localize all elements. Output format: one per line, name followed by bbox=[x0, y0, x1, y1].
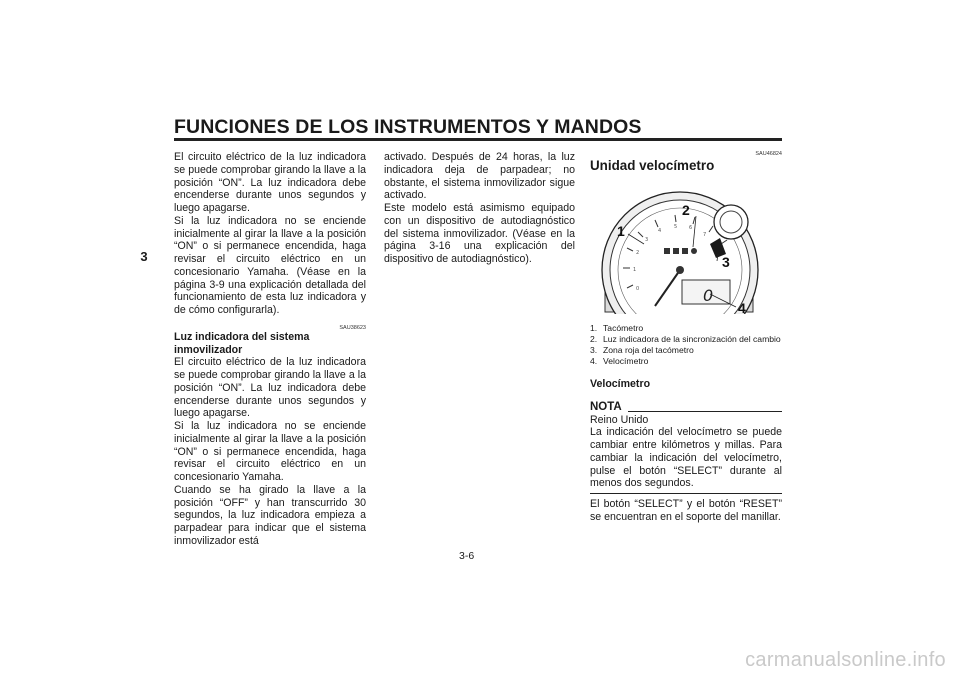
chapter-tab: 3 bbox=[140, 249, 148, 264]
caption-item: 3. Zona roja del tacómetro bbox=[590, 344, 694, 355]
svg-text:7: 7 bbox=[703, 232, 707, 238]
section-heading: Unidad velocímetro bbox=[590, 158, 715, 173]
paragraph: El botón “SELECT” y el botón “RESET” se encuentran en el soporte del manillar. bbox=[590, 498, 782, 523]
section-code: SAU46824 bbox=[755, 151, 782, 157]
note-label: NOTA bbox=[590, 400, 622, 413]
section-heading: Luz indicadora del sistema inmovilizador bbox=[174, 330, 310, 356]
watermark: carmanualsonline.info bbox=[745, 649, 946, 671]
section-code: SAU38623 bbox=[339, 324, 366, 331]
svg-text:4: 4 bbox=[658, 228, 662, 234]
svg-text:6: 6 bbox=[689, 225, 693, 231]
paragraph: Cuando se ha girado la llave a la posición “OFF” y han transcurrido 30 segundos, la luz indicadora empieza a parpadear para indicar que el sistema inmovilizador está bbox=[174, 483, 366, 547]
paragraph: activado. Después de 24 horas, la luz indicadora deja de parpadear; no obstante, el sistema inmovilizador sigue activado. bbox=[384, 151, 575, 202]
callout-2: 2 bbox=[682, 202, 690, 218]
note-rule bbox=[628, 411, 782, 412]
caption-item: 4. Velocímetro bbox=[590, 355, 649, 366]
header-rule bbox=[174, 138, 782, 141]
svg-text:5: 5 bbox=[674, 224, 678, 230]
column-1 bbox=[174, 151, 366, 548]
svg-text:3: 3 bbox=[645, 237, 649, 243]
paragraph: Si la luz indicadora no se enciende inicialmente al girar la llave a la posición “ON” o si permanece encendida, haga revisar el circuito eléctrico en un concesionario Yamaha. bbox=[174, 420, 366, 483]
note-header bbox=[590, 401, 782, 414]
column-3 bbox=[590, 151, 782, 524]
svg-text:1: 1 bbox=[633, 267, 637, 273]
svg-text:0: 0 bbox=[636, 286, 640, 292]
page-number: 3-6 bbox=[459, 550, 475, 562]
odometer-digit: 0 bbox=[703, 286, 714, 305]
paragraph: Si la luz indicadora no se enciende inicialmente al girar la llave a la posición “ON” o si permanece encendida, haga revisar el circuito eléctrico en un concesionario Yamaha. (Véase en la página 3-9 una explicación detallada del funcionamiento de esta luz indicadora y de cómo configurarla). bbox=[174, 214, 366, 316]
note-region: Reino Unido bbox=[590, 413, 649, 426]
callout-3: 3 bbox=[722, 254, 730, 270]
column-2 bbox=[384, 151, 575, 266]
svg-text:2: 2 bbox=[636, 250, 640, 256]
note-end-rule bbox=[590, 493, 782, 494]
callout-1: 1 bbox=[617, 223, 625, 239]
caption-item: 2. Luz indicadora de la sincronización del cambio bbox=[590, 333, 781, 344]
paragraph: El circuito eléctrico de la luz indicadora se puede comprobar girando la llave a la posición “ON”. La luz indicadora debe encenderse durante unos segundos y luego apagarse. bbox=[174, 356, 366, 420]
speedometer-figure bbox=[590, 178, 782, 314]
paragraph: Este modelo está asimismo equipado con un dispositivo de autodiagnóstico del sistema inmovilizador. (Véase en la página 3-16 una explicación del dispositivo de autodiagnóstico). bbox=[384, 202, 575, 265]
paragraph: El circuito eléctrico de la luz indicadora se puede comprobar girando la llave a la posición “ON”. La luz indicadora debe encenderse durante unos segundos y luego apagarse. bbox=[174, 151, 366, 214]
figure-caption-list bbox=[590, 323, 782, 367]
callout-4: 4 bbox=[738, 300, 746, 314]
caption-item: 1. Tacómetro bbox=[590, 322, 644, 333]
page-header-title: FUNCIONES DE LOS INSTRUMENTOS Y MANDOS bbox=[174, 116, 642, 138]
subsection-heading: Velocímetro bbox=[590, 377, 651, 390]
note-text: La indicación del velocímetro se puede cambiar entre kilómetros y millas. Para cambiar la indicación del velocímetro, pulse el botón “SELECT” durante al menos dos segundos. bbox=[590, 426, 782, 490]
